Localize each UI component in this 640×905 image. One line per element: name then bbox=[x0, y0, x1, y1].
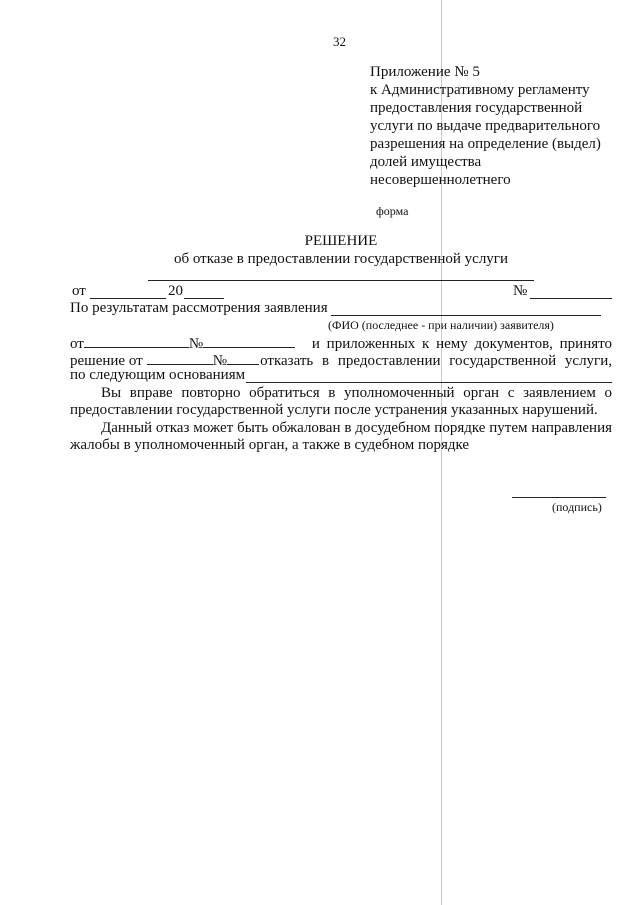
signature-field[interactable] bbox=[512, 497, 606, 498]
grounds-field[interactable] bbox=[246, 382, 612, 383]
docs-date-field[interactable] bbox=[84, 334, 189, 348]
decision-number-field[interactable] bbox=[227, 351, 259, 365]
date-number-sign: № bbox=[513, 283, 528, 299]
form-label: форма bbox=[376, 204, 409, 218]
page-number: 32 bbox=[333, 34, 346, 49]
paragraph1-line1-text: Вы вправе повторно обратиться в уполномоченный орган с заявлением о bbox=[101, 385, 612, 401]
date-number-field[interactable] bbox=[530, 298, 612, 299]
appendix-line: предоставления государственной bbox=[370, 100, 583, 116]
date-year-label: 20 bbox=[168, 283, 183, 299]
appendix-block bbox=[370, 64, 601, 190]
appendix-line: разрешения на определение (выдел) bbox=[370, 136, 601, 152]
paragraph1-line1 bbox=[101, 385, 612, 402]
decision-number-sign: № bbox=[212, 353, 227, 369]
appendix-line: долей имущества bbox=[370, 154, 482, 170]
application-label: По результатам рассмотрения заявления bbox=[70, 300, 328, 316]
decision-from-label: решение от bbox=[70, 353, 143, 369]
date-year-field[interactable] bbox=[184, 298, 224, 299]
paragraph2-line1-text: Данный отказ может быть обжалован в досудебном порядке путем направления bbox=[101, 420, 612, 436]
decision-date-field[interactable] bbox=[147, 351, 213, 365]
docs-number-sign: № bbox=[188, 336, 204, 352]
appendix-line: к Административному регламенту bbox=[370, 82, 590, 98]
docs-from-label: от bbox=[70, 336, 84, 352]
appendix-line: несовершеннолетнего bbox=[370, 172, 511, 188]
grounds-label: по следующим основаниям bbox=[70, 367, 246, 383]
paragraph2-line2: жалобы в уполномоченный орган, а также в судебном порядке bbox=[70, 437, 470, 453]
document-subtitle: об отказе в предоставлении государственной услуги bbox=[173, 251, 508, 267]
signature-caption: (подпись) bbox=[552, 500, 602, 514]
paragraph2-line1 bbox=[101, 420, 612, 437]
subtitle-underline bbox=[148, 280, 534, 281]
appendix-line: услуги по выдаче предварительного bbox=[370, 118, 601, 134]
date-day-field[interactable] bbox=[90, 298, 166, 299]
applicant-fio-field[interactable] bbox=[331, 315, 601, 316]
docs-rest-text: и приложенных к нему документов, принято bbox=[311, 336, 612, 352]
fio-caption: (ФИО (последнее - при наличии) заявителя) bbox=[328, 318, 554, 332]
decision-rest-text: отказать в предоставлении государственной услуги, bbox=[260, 353, 612, 369]
paragraph1-line2: предоставлении государственной услуги после устранения указанных нарушений. bbox=[70, 402, 598, 418]
docs-number-field[interactable] bbox=[203, 334, 295, 348]
appendix-line: Приложение № 5 bbox=[370, 64, 480, 80]
document-title: РЕШЕНИЕ bbox=[304, 233, 378, 249]
date-from-label: от bbox=[72, 283, 86, 299]
